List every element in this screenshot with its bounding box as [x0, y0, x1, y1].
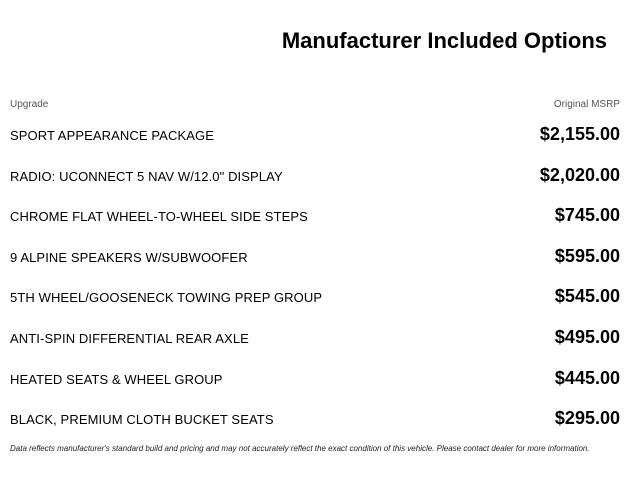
option-price: $745.00	[554, 205, 620, 226]
option-name: SPORT APPEARANCE PACKAGE	[10, 128, 214, 143]
page-title: Manufacturer Included Options	[281, 28, 607, 53]
option-row	[10, 156, 620, 197]
option-price: $545.00	[554, 286, 620, 307]
options-list	[10, 115, 620, 440]
option-row	[10, 196, 620, 237]
option-price: $2,020.00	[539, 164, 620, 185]
option-price: $495.00	[554, 326, 620, 347]
option-name: 9 ALPINE SPEAKERS W/SUBWOOFER	[10, 249, 248, 265]
option-name: CHROME FLAT WHEEL-TO-WHEEL SIDE STEPS	[10, 209, 308, 225]
option-price: $445.00	[554, 367, 620, 388]
option-row	[10, 359, 620, 400]
option-row	[10, 115, 620, 156]
option-name: ANTI-SPIN DIFFERENTIAL REAR AXLE	[10, 330, 249, 346]
option-row	[10, 318, 620, 359]
option-name: BLACK, PREMIUM CLOTH BUCKET SEATS	[10, 412, 274, 428]
option-name: RADIO: UCONNECT 5 NAV W/12.0" DISPLAY	[10, 168, 283, 184]
disclaimer-text: Data reflects manufacturer's standard build and pricing and may not accurately reflect the exact condition of this vehicle. Please contact dealer for more information.	[10, 444, 590, 453]
option-price: $295.00	[554, 408, 620, 429]
option-name: HEATED SEATS & WHEEL GROUP	[10, 371, 223, 387]
option-row	[10, 399, 620, 440]
option-name: 5TH WHEEL/GOOSENECK TOWING PREP GROUP	[10, 290, 323, 306]
option-price: $2,155.00	[539, 124, 620, 144]
option-row	[10, 277, 620, 318]
upgrade-column-header: Upgrade	[10, 99, 49, 110]
option-row	[10, 237, 620, 278]
column-header-row	[10, 99, 620, 113]
msrp-column-header: Original MSRP	[553, 99, 620, 110]
option-price: $595.00	[554, 245, 620, 266]
